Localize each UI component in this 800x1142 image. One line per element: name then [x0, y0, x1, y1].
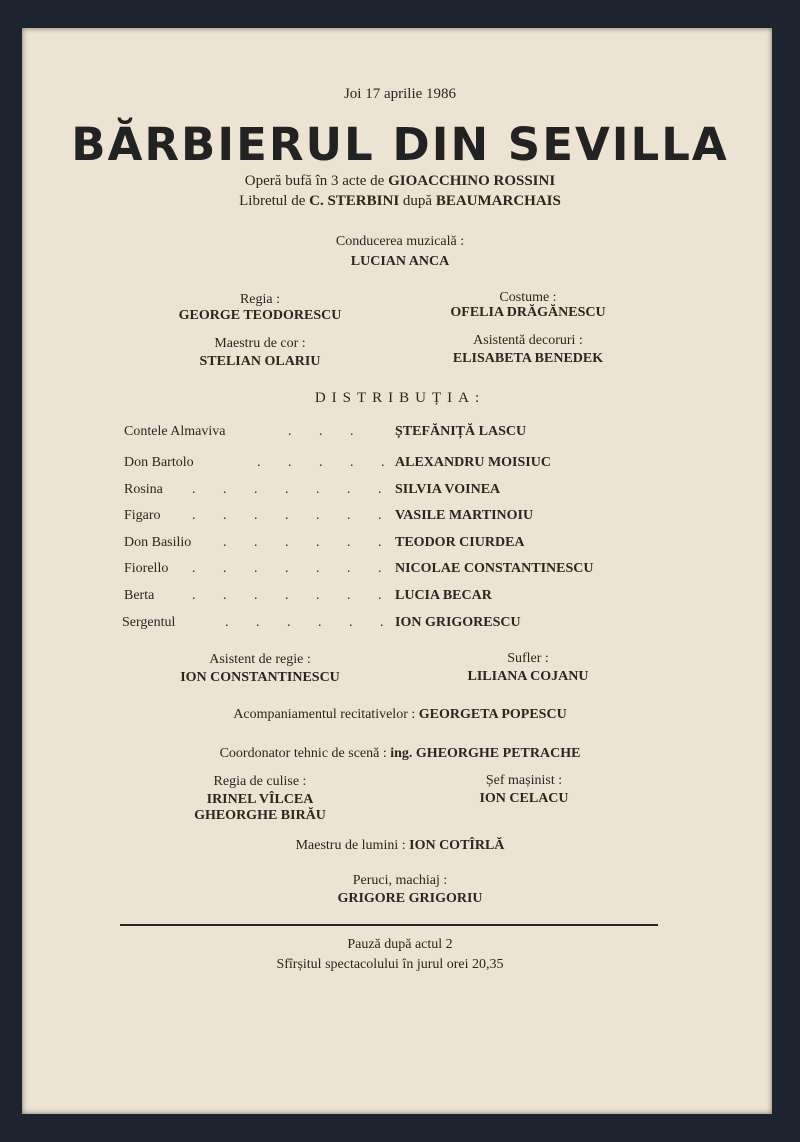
libretto-prefix: Libretul de: [239, 193, 306, 209]
backstage-name-2: GHEORGHE BIRĂU: [194, 808, 326, 823]
cast-dots: . . . . .: [257, 455, 397, 470]
stage-tech-name: ing. GHEORGHE PETRACHE: [390, 746, 581, 761]
cast-actor: ION GRIGORESCU: [395, 615, 521, 630]
prompter-label: Sufler :: [507, 651, 549, 666]
backstage-name-1: IRINEL VÎLCEA: [206, 792, 314, 807]
subtitle-line-2: [0, 193, 800, 210]
opera-title: BĂRBIERUL DIN SEVILLA: [71, 118, 729, 171]
musical-direction-label: Conducerea muzicală :: [335, 234, 465, 249]
cast-row: [0, 588, 800, 608]
makeup-label: Peruci, machiaj :: [352, 873, 448, 888]
stage-tech-label: Coordonator tehnic de scenă :: [219, 746, 387, 761]
cast-role: Rosina: [124, 482, 163, 497]
prompter-name: LILIANA COJANU: [467, 669, 589, 684]
cast-row: [0, 455, 800, 475]
source-author: BEAUMARCHAIS: [435, 193, 561, 209]
chief-machinist-name: ION CELACU: [479, 791, 569, 806]
lighting-line: [0, 838, 800, 854]
divider-line: [120, 924, 658, 926]
cast-actor: TEODOR CIURDEA: [395, 535, 525, 550]
cast-dots: . . . . . .: [225, 615, 396, 630]
cast-dots: . . . . . . .: [192, 482, 394, 497]
cast-heading: DISTRIBUȚIA:: [314, 390, 486, 406]
librettist-name: C. STERBINI: [309, 193, 400, 209]
cast-actor: ALEXANDRU MOISIUC: [395, 455, 551, 470]
cast-actor: NICOLAE CONSTANTINESCU: [395, 561, 594, 576]
cast-dots: . . . . . . .: [192, 588, 394, 603]
cast-role: Contele Almaviva: [124, 424, 226, 439]
direction-label: Regia :: [239, 292, 281, 307]
cast-role: Don Bartolo: [124, 455, 194, 470]
cast-actor: SILVIA VOINEA: [395, 482, 501, 497]
libretto-mid: după: [402, 193, 433, 209]
chorus-master-name: STELIAN OLARIU: [199, 354, 321, 369]
cast-role: Figaro: [124, 508, 161, 523]
cast-row: [0, 535, 800, 555]
cast-role: Sergentul: [122, 615, 176, 630]
cast-row: [0, 482, 800, 502]
costumes-label: Costume :: [499, 290, 557, 305]
subtitle-prefix: Operă bufă în 3 acte de: [244, 173, 385, 189]
chorus-master-label: Maestru de cor :: [214, 336, 306, 351]
lighting-name: ION COTÎRLĂ: [409, 838, 505, 853]
cast-actor: ȘTEFĂNIȚĂ LASCU: [395, 424, 527, 439]
cast-actor: VASILE MARTINOIU: [395, 508, 534, 523]
direction-name: GEORGE TEODORESCU: [178, 308, 342, 323]
cast-row: [0, 424, 800, 444]
intermission-note: Pauză după actul 2: [347, 937, 453, 952]
composer-name: GIOACCHINO ROSSINI: [388, 173, 556, 189]
cast-role: Fiorello: [124, 561, 169, 576]
musical-direction-name: LUCIAN ANCA: [350, 254, 450, 269]
assistant-director-label: Asistent de regie :: [209, 652, 311, 667]
chief-machinist-label: Șef mașinist :: [485, 773, 563, 788]
decor-assistant-label: Asistentă decoruri :: [473, 333, 583, 348]
backstage-label: Regia de culise :: [213, 774, 307, 789]
cast-actor: LUCIA BECAR: [395, 588, 492, 603]
makeup-name: GRIGORE GRIGORIU: [337, 891, 483, 906]
recitative-line: [0, 707, 800, 723]
cast-dots: . . . . . .: [223, 535, 394, 550]
cast-dots: . . .: [288, 424, 366, 439]
stage-tech-line: [0, 746, 800, 762]
subtitle-line-1: [0, 173, 800, 190]
costumes-name: OFELIA DRĂGĂNESCU: [450, 305, 606, 320]
cast-row: [0, 508, 800, 528]
cast-dots: . . . . . . .: [192, 561, 394, 576]
lighting-label: Maestru de lumini :: [295, 838, 406, 853]
end-time-note: Sfîrșitul spectacolului în jurul orei 20,35: [276, 957, 504, 972]
cast-row: [0, 561, 800, 581]
recitative-label: Acompaniamentul recitativelor :: [233, 707, 416, 722]
cast-role: Berta: [124, 588, 155, 603]
cast-role: Don Basilio: [124, 535, 192, 550]
performance-date: Joi 17 aprilie 1986: [343, 86, 457, 102]
cast-dots: . . . . . . .: [192, 508, 394, 523]
decor-assistant-name: ELISABETA BENEDEK: [452, 351, 604, 366]
recitative-name: GEORGETA POPESCU: [418, 707, 567, 722]
assistant-director-name: ION CONSTANTINESCU: [180, 670, 340, 685]
cast-row: [0, 615, 800, 635]
